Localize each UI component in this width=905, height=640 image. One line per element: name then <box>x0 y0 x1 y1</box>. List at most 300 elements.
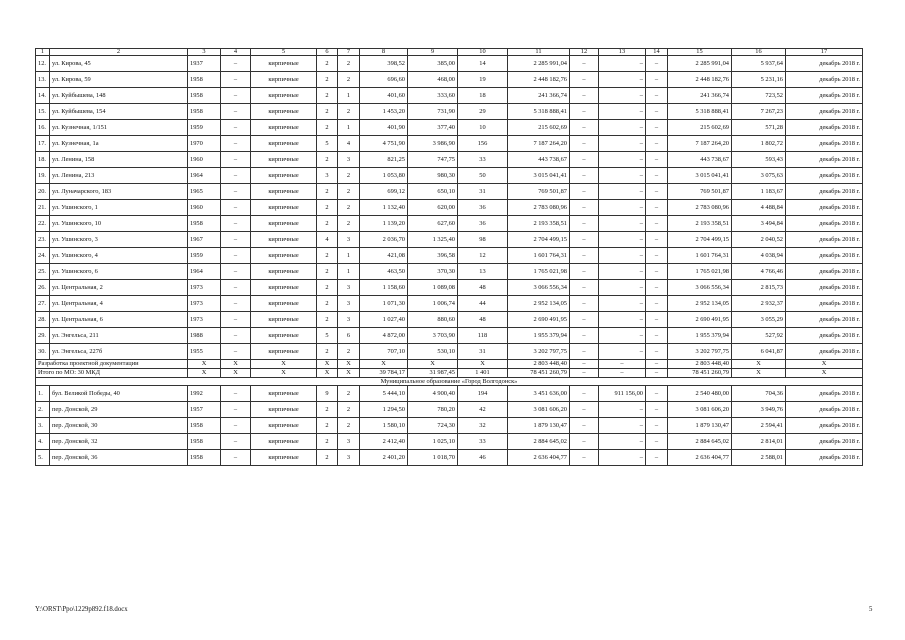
address-cell: пер. Донской, 36 <box>50 450 188 466</box>
row-number-cell: 26. <box>36 280 50 296</box>
address-cell: ул. Ушинского, 1 <box>50 200 188 216</box>
cost-fund-cell: 78 451 260,79 <box>668 369 732 378</box>
col14-cell: – <box>646 344 668 360</box>
entrances-cell: 2 <box>338 216 360 232</box>
residents-cell: 33 <box>458 152 508 168</box>
footer-file-path: Y:\ORST\Ppo\1229p892.f18.docx <box>35 606 128 613</box>
col14-cell: – <box>646 386 668 402</box>
cost-fund-cell: 241 366,74 <box>668 88 732 104</box>
x-mark-cell: X <box>786 360 863 369</box>
wall-material-cell: кирпичные <box>251 280 317 296</box>
residents-cell: 44 <box>458 296 508 312</box>
year-cell: 1957 <box>188 402 221 418</box>
row-number-cell: 28. <box>36 312 50 328</box>
deadline-cell: декабрь 2018 г. <box>786 152 863 168</box>
wall-material-cell: кирпичные <box>251 136 317 152</box>
deadline-cell: декабрь 2018 г. <box>786 402 863 418</box>
column-number-cell: 7 <box>338 49 360 56</box>
table-row <box>36 120 863 136</box>
address-cell: ул. Центральная, 4 <box>50 296 188 312</box>
col12-cell: – <box>570 152 599 168</box>
area-living-cell: 731,90 <box>408 104 458 120</box>
cost-sqm-cell: 723,52 <box>732 88 786 104</box>
x-mark-cell: X <box>732 360 786 369</box>
area-total-cell: 1 158,60 <box>360 280 408 296</box>
cost-total-cell: 1 955 379,94 <box>508 328 570 344</box>
col14-cell: – <box>646 136 668 152</box>
col12-cell: – <box>570 168 599 184</box>
area-total-cell: 401,90 <box>360 120 408 136</box>
col12-cell: – <box>570 264 599 280</box>
col4-cell: – <box>221 136 251 152</box>
residents-cell: 31 <box>458 344 508 360</box>
cost-fund-cell: 1 765 021,98 <box>668 264 732 280</box>
residents-cell: 33 <box>458 434 508 450</box>
row-number-cell: 18. <box>36 152 50 168</box>
cost-fund-cell: 2 783 080,96 <box>668 200 732 216</box>
table-row <box>36 450 863 466</box>
cost-sqm-cell: 593,43 <box>732 152 786 168</box>
x-mark-cell: X <box>360 360 408 369</box>
cost-total-cell: 215 602,69 <box>508 120 570 136</box>
col14-cell: – <box>646 264 668 280</box>
cost-fund-cell: 3 015 041,41 <box>668 168 732 184</box>
buildings-table <box>35 48 863 466</box>
col12-cell: – <box>570 344 599 360</box>
row-number-cell: 3. <box>36 418 50 434</box>
deadline-cell: декабрь 2018 г. <box>786 248 863 264</box>
entrances-cell: 3 <box>338 280 360 296</box>
col4-cell: – <box>221 264 251 280</box>
wall-material-cell: кирпичные <box>251 386 317 402</box>
year-cell: 1964 <box>188 168 221 184</box>
col12-cell: – <box>570 402 599 418</box>
area-total-cell: 2 401,20 <box>360 450 408 466</box>
col12-cell: – <box>570 200 599 216</box>
year-cell: 1988 <box>188 328 221 344</box>
row-number-cell: 15. <box>36 104 50 120</box>
area-living-cell: 3 703,90 <box>408 328 458 344</box>
year-cell: 1958 <box>188 72 221 88</box>
address-cell: ул. Куйбышева, 148 <box>50 88 188 104</box>
cost-total-cell: 2 690 491,95 <box>508 312 570 328</box>
entrances-cell: 2 <box>338 200 360 216</box>
row-number-cell: 17. <box>36 136 50 152</box>
col14-cell: – <box>646 418 668 434</box>
area-living-cell: 333,60 <box>408 88 458 104</box>
wall-material-cell: кирпичные <box>251 418 317 434</box>
x-mark-cell: X <box>188 360 221 369</box>
cost-total-cell: 2 636 404,77 <box>508 450 570 466</box>
address-cell: ул. Центральная, 6 <box>50 312 188 328</box>
wall-material-cell: кирпичные <box>251 72 317 88</box>
cost-sqm-cell: 704,36 <box>732 386 786 402</box>
floors-cell: 5 <box>317 136 338 152</box>
col12-cell: – <box>570 104 599 120</box>
cost-sqm-cell: 2 932,37 <box>732 296 786 312</box>
area-total-cell: 1 139,20 <box>360 216 408 232</box>
cost-sqm-cell: 527,92 <box>732 328 786 344</box>
address-cell: ул. Ушинского, 3 <box>50 232 188 248</box>
table-row <box>36 72 863 88</box>
cost-sqm-cell: 2 040,52 <box>732 232 786 248</box>
x-mark-cell: X <box>732 369 786 378</box>
cost-total-cell: 2 448 182,76 <box>508 72 570 88</box>
deadline-cell: декабрь 2018 г. <box>786 328 863 344</box>
col13-cell: – <box>599 418 646 434</box>
col13-cell: – <box>599 402 646 418</box>
col13-cell: – <box>599 216 646 232</box>
row-number-cell: 16. <box>36 120 50 136</box>
year-cell: 1958 <box>188 418 221 434</box>
x-mark-cell: X <box>338 369 360 378</box>
col13-cell: 911 156,00 <box>599 386 646 402</box>
cost-fund-cell: 5 318 888,41 <box>668 104 732 120</box>
cost-total-cell: 2 783 080,96 <box>508 200 570 216</box>
residents-cell: 36 <box>458 200 508 216</box>
deadline-cell: декабрь 2018 г. <box>786 56 863 72</box>
row-number-cell: 27. <box>36 296 50 312</box>
residents-cell: 18 <box>458 88 508 104</box>
col4-cell: – <box>221 328 251 344</box>
col4-cell: – <box>221 200 251 216</box>
col4-cell: – <box>221 152 251 168</box>
section-title: Муниципальное образование «Город Волгодонск» <box>36 378 863 386</box>
floors-cell: 2 <box>317 184 338 200</box>
column-number-cell: 11 <box>508 49 570 56</box>
deadline-cell: декабрь 2018 г. <box>786 386 863 402</box>
area-total-cell: 401,60 <box>360 88 408 104</box>
residents-cell: 36 <box>458 216 508 232</box>
cost-sqm-cell: 5 937,64 <box>732 56 786 72</box>
column-number-cell: 15 <box>668 49 732 56</box>
residents-cell: 14 <box>458 56 508 72</box>
col13-cell: – <box>599 168 646 184</box>
col14-cell: – <box>646 360 668 369</box>
row-number-cell: 14. <box>36 88 50 104</box>
area-living-cell: 3 986,90 <box>408 136 458 152</box>
col12-cell: – <box>570 434 599 450</box>
col14-cell: – <box>646 216 668 232</box>
area-living-cell: 747,75 <box>408 152 458 168</box>
wall-material-cell: кирпичные <box>251 312 317 328</box>
deadline-cell: декабрь 2018 г. <box>786 216 863 232</box>
floors-cell: 2 <box>317 312 338 328</box>
cost-total-cell: 5 318 888,41 <box>508 104 570 120</box>
area-living-cell: 880,60 <box>408 312 458 328</box>
area-total-cell: 699,12 <box>360 184 408 200</box>
design-documentation-row <box>36 360 863 369</box>
area-living-cell: 724,30 <box>408 418 458 434</box>
table-row <box>36 88 863 104</box>
wall-material-cell: кирпичные <box>251 402 317 418</box>
area-total-cell: 39 784,17 <box>360 369 408 378</box>
cost-fund-cell: 1 879 130,47 <box>668 418 732 434</box>
cost-fund-cell: 2 540 480,00 <box>668 386 732 402</box>
year-cell: 1964 <box>188 264 221 280</box>
column-number-row <box>36 49 863 56</box>
area-living-cell: 627,60 <box>408 216 458 232</box>
cost-sqm-cell: 5 231,16 <box>732 72 786 88</box>
x-mark-cell: X <box>786 369 863 378</box>
area-living-cell: 370,30 <box>408 264 458 280</box>
col12-cell: – <box>570 450 599 466</box>
row-number-cell: 19. <box>36 168 50 184</box>
col4-cell: – <box>221 232 251 248</box>
column-number-cell: 5 <box>251 49 317 56</box>
cost-sqm-cell: 3 075,63 <box>732 168 786 184</box>
deadline-cell: декабрь 2018 г. <box>786 344 863 360</box>
entrances-cell: 3 <box>338 450 360 466</box>
address-cell: пер. Донской, 30 <box>50 418 188 434</box>
table-row <box>36 152 863 168</box>
area-total-cell: 1 071,30 <box>360 296 408 312</box>
row-number-cell: 22. <box>36 216 50 232</box>
residents-cell: 32 <box>458 418 508 434</box>
table-row <box>36 328 863 344</box>
cost-fund-cell: 3 081 606,20 <box>668 402 732 418</box>
address-cell: ул. Ленина, 158 <box>50 152 188 168</box>
year-cell: 1965 <box>188 184 221 200</box>
address-cell: бул. Великой Победы, 40 <box>50 386 188 402</box>
deadline-cell: декабрь 2018 г. <box>786 136 863 152</box>
address-cell: ул. Энгельса, 211 <box>50 328 188 344</box>
entrances-cell: 3 <box>338 434 360 450</box>
col13-cell: – <box>599 56 646 72</box>
col12-cell: – <box>570 216 599 232</box>
area-living-cell: 468,00 <box>408 72 458 88</box>
floors-cell: 2 <box>317 104 338 120</box>
col13-cell: – <box>599 232 646 248</box>
table-row <box>36 184 863 200</box>
col13-cell: – <box>599 200 646 216</box>
col13-cell: – <box>599 280 646 296</box>
wall-material-cell: кирпичные <box>251 104 317 120</box>
entrances-cell: 2 <box>338 418 360 434</box>
cost-sqm-cell: 2 594,41 <box>732 418 786 434</box>
col4-cell: – <box>221 434 251 450</box>
section-row <box>36 378 863 386</box>
area-total-cell: 4 872,00 <box>360 328 408 344</box>
year-cell: 1959 <box>188 248 221 264</box>
table-row <box>36 312 863 328</box>
col14-cell: – <box>646 402 668 418</box>
x-mark-cell: X <box>251 360 317 369</box>
year-cell: 1973 <box>188 280 221 296</box>
area-living-cell: 4 900,40 <box>408 386 458 402</box>
entrances-cell: 2 <box>338 402 360 418</box>
area-living-cell: 620,00 <box>408 200 458 216</box>
cost-fund-cell: 3 202 797,75 <box>668 344 732 360</box>
entrances-cell: 2 <box>338 184 360 200</box>
floors-cell: 2 <box>317 152 338 168</box>
area-total-cell: 1 132,40 <box>360 200 408 216</box>
x-mark-cell: X <box>188 369 221 378</box>
area-total-cell: 707,10 <box>360 344 408 360</box>
wall-material-cell: кирпичные <box>251 184 317 200</box>
page-number: 5 <box>869 606 873 613</box>
cost-sqm-cell: 3 055,29 <box>732 312 786 328</box>
floors-cell: 2 <box>317 72 338 88</box>
col14-cell: – <box>646 88 668 104</box>
col13-cell: – <box>599 360 646 369</box>
cost-sqm-cell: 3 494,84 <box>732 216 786 232</box>
col12-cell: – <box>570 184 599 200</box>
row-number-cell: 21. <box>36 200 50 216</box>
cost-fund-cell: 2 690 491,95 <box>668 312 732 328</box>
area-living-cell: 530,10 <box>408 344 458 360</box>
cost-total-cell: 2 952 134,05 <box>508 296 570 312</box>
cost-fund-cell: 3 066 556,34 <box>668 280 732 296</box>
year-cell: 1960 <box>188 152 221 168</box>
wall-material-cell: кирпичные <box>251 152 317 168</box>
table-row <box>36 402 863 418</box>
area-total-cell: 398,52 <box>360 56 408 72</box>
entrances-cell: 6 <box>338 328 360 344</box>
wall-material-cell: кирпичные <box>251 232 317 248</box>
cost-sqm-cell: 7 267,23 <box>732 104 786 120</box>
col4-cell: – <box>221 120 251 136</box>
year-cell: 1958 <box>188 434 221 450</box>
floors-cell: 2 <box>317 88 338 104</box>
col4-cell: – <box>221 248 251 264</box>
residents-cell: 19 <box>458 72 508 88</box>
address-cell: ул. Ушинского, 10 <box>50 216 188 232</box>
column-number-cell: 9 <box>408 49 458 56</box>
address-cell: ул. Луначарского, 183 <box>50 184 188 200</box>
year-cell: 1970 <box>188 136 221 152</box>
residents-cell: 156 <box>458 136 508 152</box>
row-number-cell: 29. <box>36 328 50 344</box>
cost-fund-cell: 215 602,69 <box>668 120 732 136</box>
col14-cell: – <box>646 168 668 184</box>
x-mark-cell: X <box>317 360 338 369</box>
col14-cell: – <box>646 296 668 312</box>
area-total-cell: 1 453,20 <box>360 104 408 120</box>
year-cell: 1959 <box>188 120 221 136</box>
col13-cell: – <box>599 120 646 136</box>
cost-total-cell: 7 187 264,20 <box>508 136 570 152</box>
deadline-cell: декабрь 2018 г. <box>786 104 863 120</box>
deadline-cell: декабрь 2018 г. <box>786 280 863 296</box>
wall-material-cell: кирпичные <box>251 168 317 184</box>
cost-total-cell: 3 066 556,34 <box>508 280 570 296</box>
total-label-cell: Итого по МО: 30 МКД <box>36 369 188 378</box>
floors-cell: 2 <box>317 56 338 72</box>
column-number-cell: 3 <box>188 49 221 56</box>
floors-cell: 2 <box>317 296 338 312</box>
residents-cell: 118 <box>458 328 508 344</box>
deadline-cell: декабрь 2018 г. <box>786 264 863 280</box>
column-number-cell: 6 <box>317 49 338 56</box>
col14-cell: – <box>646 104 668 120</box>
col12-cell: – <box>570 72 599 88</box>
deadline-cell: декабрь 2018 г. <box>786 184 863 200</box>
cost-sqm-cell: 2 814,01 <box>732 434 786 450</box>
col13-cell: – <box>599 434 646 450</box>
table-row <box>36 56 863 72</box>
entrances-cell: 1 <box>338 248 360 264</box>
residents-cell: 46 <box>458 450 508 466</box>
floors-cell: 9 <box>317 386 338 402</box>
entrances-cell: 1 <box>338 88 360 104</box>
table-row <box>36 232 863 248</box>
col4-cell: – <box>221 450 251 466</box>
col14-cell: – <box>646 120 668 136</box>
cost-total-cell: 2 803 448,40 <box>508 360 570 369</box>
col12-cell: – <box>570 280 599 296</box>
col4-cell: – <box>221 402 251 418</box>
x-mark-cell: X <box>338 360 360 369</box>
col12-cell: – <box>570 418 599 434</box>
x-mark-cell: X <box>317 369 338 378</box>
floors-cell: 2 <box>317 200 338 216</box>
table-row <box>36 386 863 402</box>
wall-material-cell: кирпичные <box>251 434 317 450</box>
area-living-cell: 1 089,08 <box>408 280 458 296</box>
area-living-cell: 396,58 <box>408 248 458 264</box>
address-cell: ул. Ушинского, 4 <box>50 248 188 264</box>
residents-cell: 1 401 <box>458 369 508 378</box>
cost-total-cell: 3 451 636,00 <box>508 386 570 402</box>
col13-cell: – <box>599 344 646 360</box>
floors-cell: 2 <box>317 120 338 136</box>
col4-cell: – <box>221 280 251 296</box>
col13-cell: – <box>599 184 646 200</box>
cost-sqm-cell: 1 802,72 <box>732 136 786 152</box>
address-cell: пер. Донской, 29 <box>50 402 188 418</box>
col12-cell: – <box>570 360 599 369</box>
residents-cell: 31 <box>458 184 508 200</box>
area-living-cell: 980,30 <box>408 168 458 184</box>
col12-cell: – <box>570 120 599 136</box>
area-total-cell: 696,60 <box>360 72 408 88</box>
column-number-cell: 8 <box>360 49 408 56</box>
cost-sqm-cell: 4 038,94 <box>732 248 786 264</box>
cost-total-cell: 2 285 991,04 <box>508 56 570 72</box>
area-living-cell: 377,40 <box>408 120 458 136</box>
area-total-cell: 1 580,10 <box>360 418 408 434</box>
area-total-cell: 821,25 <box>360 152 408 168</box>
year-cell: 1958 <box>188 216 221 232</box>
year-cell: 1973 <box>188 312 221 328</box>
floors-cell: 2 <box>317 216 338 232</box>
col4-cell: – <box>221 184 251 200</box>
residents-cell: 13 <box>458 264 508 280</box>
cost-total-cell: 1 765 021,98 <box>508 264 570 280</box>
entrances-cell: 1 <box>338 264 360 280</box>
deadline-cell: декабрь 2018 г. <box>786 232 863 248</box>
column-number-cell: 4 <box>221 49 251 56</box>
column-number-cell: 14 <box>646 49 668 56</box>
cost-sqm-cell: 2 588,01 <box>732 450 786 466</box>
cost-fund-cell: 443 738,67 <box>668 152 732 168</box>
cost-total-cell: 2 884 645,02 <box>508 434 570 450</box>
col14-cell: – <box>646 312 668 328</box>
deadline-cell: декабрь 2018 г. <box>786 296 863 312</box>
row-number-cell: 1. <box>36 386 50 402</box>
floors-cell: 3 <box>317 168 338 184</box>
wall-material-cell: кирпичные <box>251 56 317 72</box>
col13-cell: – <box>599 72 646 88</box>
area-total-cell: 2 036,70 <box>360 232 408 248</box>
table-row <box>36 216 863 232</box>
col13-cell: – <box>599 152 646 168</box>
cost-fund-cell: 2 803 448,40 <box>668 360 732 369</box>
cost-fund-cell: 2 884 645,02 <box>668 434 732 450</box>
row-number-cell: 2. <box>36 402 50 418</box>
col4-cell: – <box>221 104 251 120</box>
